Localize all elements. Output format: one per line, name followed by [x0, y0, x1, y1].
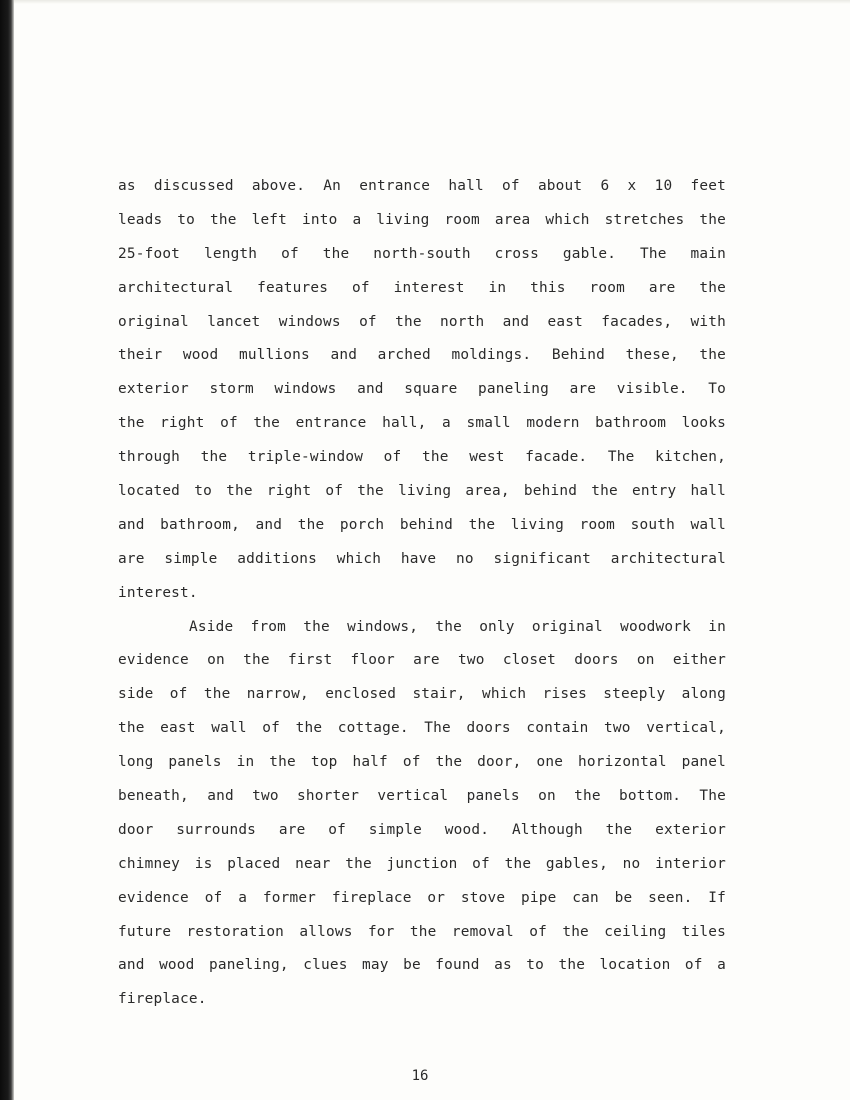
text-line: leads to the left into a living room area which stretches the [118, 211, 726, 228]
text-line: the east wall of the cottage. The doors contain two vertical, [118, 720, 726, 737]
text-line: located to the right of the living area, behind the entry hall [118, 483, 726, 500]
text-line: evidence on the first floor are two closet doors on either [118, 652, 726, 669]
text-line: evidence of a former fireplace or stove pipe can be seen. If [118, 889, 726, 906]
text-line: their wood mullions and arched moldings. Behind these, the [118, 347, 726, 364]
text-line: through the triple-window of the west facade. The kitchen, [118, 449, 726, 466]
text-line: architectural features of interest in this room are the [118, 279, 726, 296]
text-line: door surrounds are of simple wood. Although the exterior [118, 821, 726, 838]
paragraph-first-line: Aside from the windows, the only original woodwork in [189, 618, 726, 635]
text-line: future restoration allows for the removal of the ceiling tiles [118, 923, 726, 940]
text-line: and bathroom, and the porch behind the living room south wall [118, 516, 726, 533]
text-line: side of the narrow, enclosed stair, which rises steeply along [118, 686, 726, 703]
text-line: 25-foot length of the north-south cross gable. The main [118, 245, 726, 262]
text-line: and wood paneling, clues may be found as to the location of a [118, 957, 726, 974]
text-line: fireplace. [118, 991, 207, 1008]
text-line: are simple additions which have no significant architectural [118, 550, 726, 567]
text-line: chimney is placed near the junction of the gables, no interior [118, 855, 726, 872]
text-line: beneath, and two shorter vertical panels on the bottom. The [118, 788, 726, 805]
text-line: original lancet windows of the north and east facades, with [118, 313, 726, 330]
page-number: 16 [411, 1068, 429, 1084]
text-line: as discussed above. An entrance hall of about 6 x 10 feet [118, 178, 726, 194]
body-text [118, 170, 726, 1017]
text-line: interest. [118, 584, 198, 601]
text-line: long panels in the top half of the door, one horizontal panel [118, 754, 726, 771]
text-line: the right of the entrance hall, a small modern bathroom looks [118, 415, 726, 432]
text-line: exterior storm windows and square paneling are visible. To [118, 381, 726, 398]
